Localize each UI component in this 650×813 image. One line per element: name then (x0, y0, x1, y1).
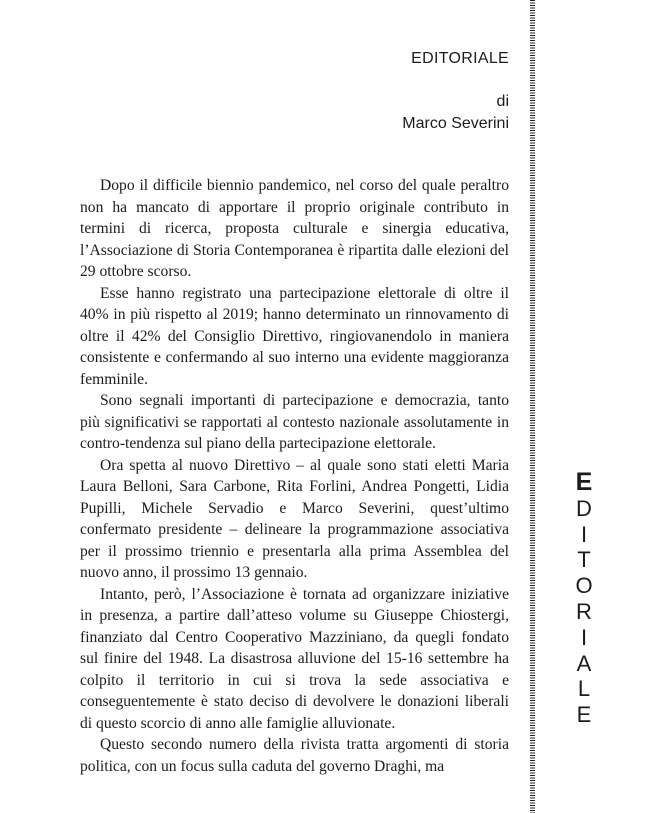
side-letter: D (576, 495, 592, 521)
byline-prefix: di (496, 93, 509, 110)
editorial-body (80, 175, 509, 777)
paragraph: Dopo il difficile biennio pandemico, nel corso del quale peraltro non ha mancato di apportare il proprio originale contributo in termini di ricerca, proposta culturale e sinergia educativa, l’Associazione di Storia Contemporanea è ripartita dalle elezioni del 29 ottobre scorso. (80, 177, 509, 280)
byline-author: Marco Severini (402, 115, 509, 132)
side-letter: E (575, 468, 593, 496)
paragraph: Sono segnali importanti di partecipazione e democrazia, tanto più significativi se rapportati al contesto nazionale assolutamente in contro-tendenza sul piano della partecipazione elettorale. (80, 392, 509, 452)
section-title: EDITORIALE (411, 50, 509, 67)
side-letter: E (576, 702, 592, 728)
paragraph: Ora spetta al nuovo Direttivo – al quale sono stati eletti Maria Laura Belloni, Sara Carbone, Rita Forlini, Andrea Pongetti, Lidia Pupilli, Michele Servadio e Marco Severini, quest’ultimo confermato presidente – delineare la programmazione associativa per il prossimo triennio e presentarla alla prima Assemblea del nuovo anno, il prossimo 13 gennaio. (80, 456, 509, 581)
paragraph: Esse hanno registrato una partecipazione elettorale di oltre il 40% in più rispetto al 2019; hanno determinato un rinnovamento di oltre il 42% del Consiglio Direttivo, ringiovanendolo in maniera consistente e confermando al suo interno una evidente maggioranza femminile. (80, 284, 509, 388)
side-letter: O (575, 573, 593, 599)
side-letter: A (576, 650, 592, 676)
side-letter: L (577, 676, 591, 702)
paragraph: Questo secondo numero della rivista tratta argomenti di storia politica, con un focus sulla caduta del governo Draghi, ma (80, 736, 509, 775)
side-letter: T (577, 547, 591, 573)
vertical-section-label (560, 470, 608, 728)
side-letter: I (580, 624, 588, 650)
side-letter: R (576, 598, 592, 624)
paragraph: Intanto, però, l’Associazione è tornata ad organizzare iniziative in presenza, a partire dall’atteso volume su Giuseppe Chiostergi, finanziato dal Centro Cooperativo Mazziniano, da quegli fondato sul finire del 1948. La disastrosa alluvione del 15-16 settembre ha colpito il territorio in cui si trova la sede associativa e conseguentemente è stato deciso di devolvere le donazioni liberali di questo scorcio di anno alle famiglie alluvionate. (80, 585, 509, 732)
side-letter: I (580, 521, 588, 547)
page-edge-bar (530, 0, 535, 813)
